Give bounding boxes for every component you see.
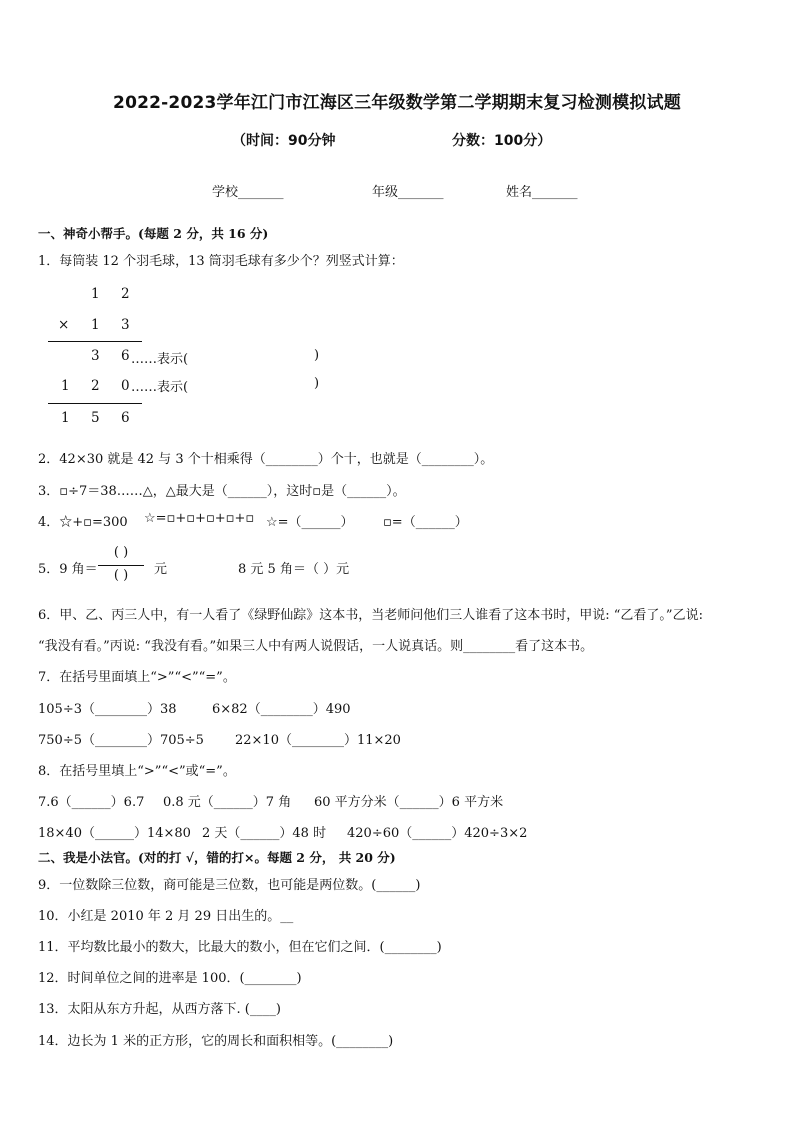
question-13[interactable]: 13．太阳从东方升起，从西方落下. (____) [38,1002,281,1017]
calc-digit: 1 [61,410,70,426]
calc-note-close[interactable]: ) [314,348,320,363]
question-2[interactable]: 2．42×30 就是 42 与 3 个十相乘得（________）个十，也就是（________）。 [38,452,494,467]
question-11[interactable]: 11．平均数比最小的数大，比最大的数小，但在它们之间．(________) [38,940,442,955]
calc-line [48,403,142,404]
fraction-denominator[interactable]: ( ) [113,568,129,583]
question-3[interactable]: 3．▫÷7＝38……△，△最大是（______），这时▫是（______）。 [38,484,406,499]
question-14[interactable]: 14．边长为 1 米的正方形，它的周长和面积相等。(________) [38,1034,394,1049]
question-1: 1．每筒装 12 个羽毛球，13 筒羽毛球有多少个？列竖式计算： [38,254,404,269]
calc-digit: 2 [91,378,100,394]
question-5-part-a: 5．9 角＝ [38,562,98,577]
fraction-bar [98,565,144,566]
question-5-unit: 元 [154,562,168,577]
exam-score: 分数：100分） [452,133,552,149]
exam-time: （时间：90分钟 [232,133,336,149]
calc-digit: 5 [91,410,100,426]
name-field[interactable]: 姓名_______ [506,185,578,200]
question-12[interactable]: 12．时间单位之间的进率是 100．(________) [38,971,302,986]
calc-note-1: ……表示( [131,352,189,367]
question-8-a[interactable]: 7.6（______）6.7 [38,795,145,810]
question-7-d[interactable]: 22×10（________）11×20 [235,733,401,748]
calc-note-close[interactable]: ) [314,376,320,391]
calc-digit: 1 [91,317,100,333]
question-4-part-c[interactable]: ☆=（______） [266,515,354,530]
calc-digit: 3 [91,348,100,364]
question-10[interactable]: 10．小红是 2010 年 2 月 29 日出生的。__ [38,909,294,924]
question-7: 7．在括号里面填上“>”“<”“=”。 [38,670,236,685]
grade-field[interactable]: 年级_______ [372,185,444,200]
question-8-d[interactable]: 18×40（______）14×80 [38,826,191,841]
question-9[interactable]: 9．一位数除三位数，商可能是三位数，也可能是两位数。(______) [38,878,421,893]
question-5-part-b[interactable]: 8 元 5 角＝（ ）元 [238,562,350,577]
question-4-part-a: 4．☆+▫=300 [38,515,128,530]
calc-digit: 3 [121,317,130,333]
calc-digit: 2 [121,286,130,302]
question-8-f[interactable]: 420÷60（______）420÷3×2 [347,826,528,841]
school-field[interactable]: 学校_______ [212,185,284,200]
question-8-e[interactable]: 2 天（______）48 时 [202,826,327,841]
calc-digit: 1 [91,286,100,302]
calc-digit: 6 [121,348,130,364]
question-8: 8．在括号里填上“>”“<”或“=”。 [38,764,236,779]
question-6-line-2[interactable]: “我没有看。”丙说: “我没有看。”如果三人中有两人说假话，一人说真话。则________看了这本书。 [38,639,594,654]
question-4-part-d[interactable]: ▫=（______） [383,515,468,530]
question-4-part-b: ☆=▫+▫+▫+▫+▫ [144,511,255,526]
question-8-c[interactable]: 60 平方分米（______）6 平方米 [314,795,504,810]
calc-line [48,341,142,342]
question-7-b[interactable]: 6×82（________）490 [212,702,351,717]
section-2-heading: 二、我是小法官。(对的打 √，错的打×。每题 2 分， 共 20 分) [38,850,396,865]
question-8-b[interactable]: 0.8 元（______）7 角 [163,795,292,810]
calc-digit: 1 [61,378,70,394]
calc-digit: 0 [121,378,130,394]
section-1-heading: 一、神奇小帮手。(每题 2 分，共 16 分) [38,226,269,241]
question-6-line-1: 6．甲、乙、丙三人中，有一人看了《绿野仙踪》这本书，当老师问他们三人谁看了这本书时，甲说: “乙看了。”乙说: [38,608,703,623]
calc-digit: 6 [121,410,130,426]
calc-note-2: ……表示( [131,380,189,395]
multiply-sign: × [58,317,70,333]
question-7-a[interactable]: 105÷3（________）38 [38,702,177,717]
fraction-numerator[interactable]: ( ) [113,545,129,560]
question-7-c[interactable]: 750÷5（________）705÷5 [38,733,204,748]
page-title: 2022-2023学年江门市江海区三年级数学第二学期期末复习检测模拟试题 [113,93,681,113]
